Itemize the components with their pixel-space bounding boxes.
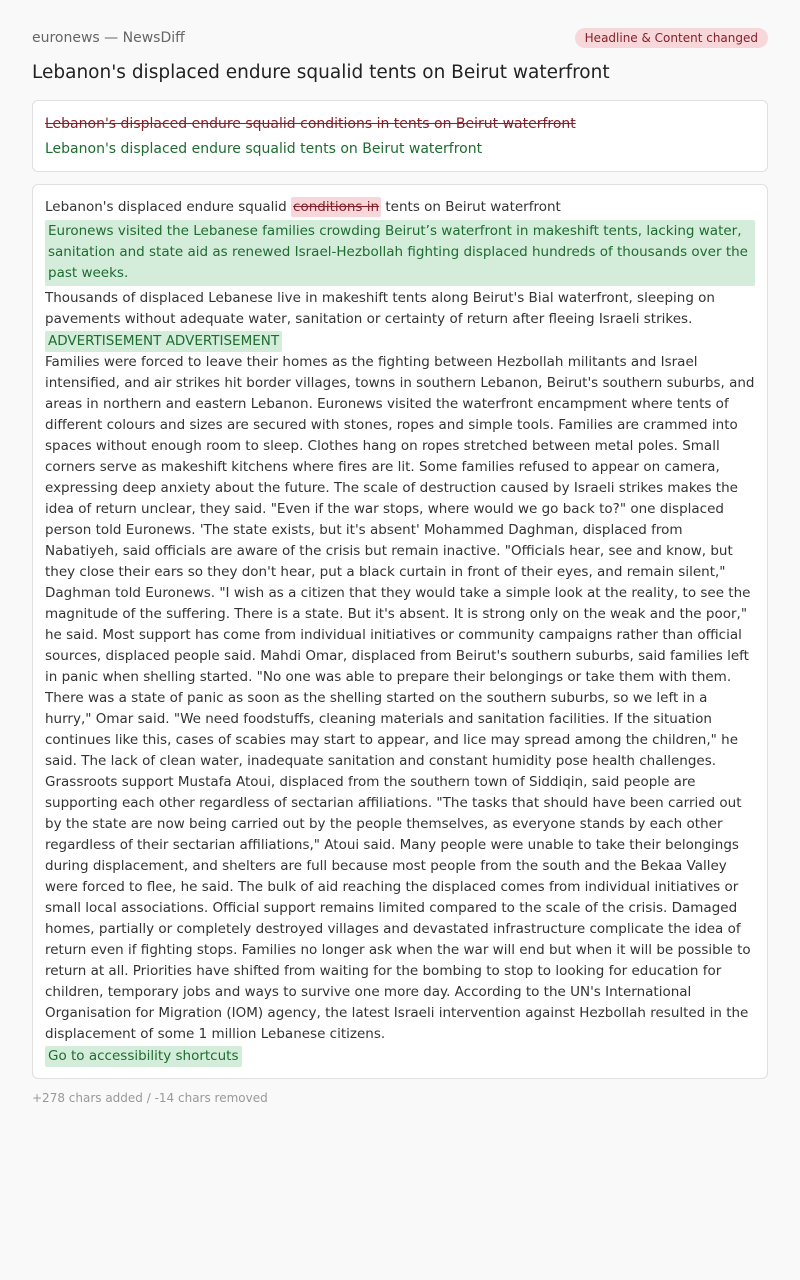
top-bar: [32, 0, 768, 48]
added-lede: Euronews visited the Lebanese families crowding Beirut’s waterfront in makeshift tents, lacking water, sanitation and state aid as renewed Israel-Hezbollah fighting displaced hundreds of thousands over the past weeks.: [45, 220, 755, 286]
added-advertisement: ADVERTISEMENT ADVERTISEMENT: [45, 331, 282, 352]
unchanged-text: tents on Beirut waterfront: [381, 199, 561, 215]
unchanged-paragraph: Thousands of displaced Lebanese live in makeshift tents along Beirut's Bial waterfront, sleeping on pavements without adequate water, sanitation or certainty of return after fleeing Israeli strikes.: [45, 290, 715, 327]
unchanged-paragraph: Families were forced to leave their homes as the fighting between Hezbollah militants and Israel intensified, and air strikes hit border villages, towns in southern Lebanon, Beirut's southern suburbs, and areas in northern and eastern Lebanon. Euronews visited the waterfront encampment where tents of different colours and sizes are secured with stones, ropes and simple tools. Families are crammed into spaces without enough room to sleep. Clothes hang on ropes stretched between metal poles. Small corners serve as makeshift kitchens where fires are lit. Some families refused to appear on camera, expressing deep anxiety about the future. The scale of destruction caused by Israeli strikes makes the idea of return unclear, they said. "Even if the war stops, where would we go back to?" one displaced person told Euronews. 'The state exists, but it's absent' Mohammed Daghman, displaced from Nabatiyeh, said officials are aware of the crisis but remain inactive. "Officials hear, see and know, but they close their ears so they don't hear, put a black curtain in front of their eyes, and remain silent," Daghman told Euronews. "I wish as a citizen that they would take a simple look at the reality, to see the magnitude of the suffering. There is a state. But it's absent. It is strong only on the weak and the poor," he said. Most support has come from individual initiatives or community campaigns rather than official sources, displaced people said. Mahdi Omar, displaced from Beirut's southern suburbs, said families left in panic when shelling started. "No one was able to prepare their belongings or take them with them. There was a state of panic as soon as the shelling started on the southern suburbs, so we left in a hurry," Omar said. "We need foodstuffs, cleaning materials and sanitation facilities. If the situation continues like this, cases of scabies may start to appear, and lice may spread among the children," he said. The lack of clean water, inadequate sanitation and constant humidity pose health challenges. Grassroots support Mustafa Atoui, displaced from the southern town of Siddiqin, said people are supporting each other regardless of sectarian affiliations. "The tasks that should have been carried out by the state are now being carried out by the people themselves, as everyone stands by each other regardless of their sectarian affiliations," Atoui said. Many people were unable to take their belongings during displacement, and shelters are full because most people from the south and the Bekaa Valley were forced to flee, he said. The bulk of aid reaching the displaced comes from individual initiatives or small local associations. Official support remains limited compared to the scale of the crisis. Damaged homes, partially or completely destroyed villages and devastated infrastructure complicate the idea of return even if fighting stops. Families no longer ask when the war will end but when it will be possible to return at all. Priorities have shifted from waiting for the bombing to stop to looking for education for children, temporary jobs and ways to survive one more day. According to the UN's International Organisation for Migration (IOM) agency, the latest Israeli intervention against Hezbollah resulted in the displacement of some 1 million Lebanese citizens.: [45, 354, 755, 1042]
old-headline: Lebanon's displaced endure squalid conditions in tents on Beirut waterfront: [45, 116, 576, 132]
content-headline-line: [45, 196, 755, 218]
content-diff-card: [32, 184, 768, 1079]
unchanged-text: Lebanon's displaced endure squalid: [45, 199, 292, 215]
site-name: euronews — NewsDiff: [32, 30, 185, 46]
page-title: Lebanon's displaced endure squalid tents on Beirut waterfront: [32, 62, 610, 83]
headline-diff-card: [32, 100, 768, 172]
new-headline: Lebanon's displaced endure squalid tents on Beirut waterfront: [45, 141, 483, 157]
removed-text: conditions in: [293, 199, 380, 215]
diff-summary: +278 chars added / -14 chars removed: [32, 1091, 268, 1105]
change-badge: Headline & Content changed: [575, 28, 768, 48]
added-accessibility-link: Go to accessibility shortcuts: [45, 1046, 242, 1067]
